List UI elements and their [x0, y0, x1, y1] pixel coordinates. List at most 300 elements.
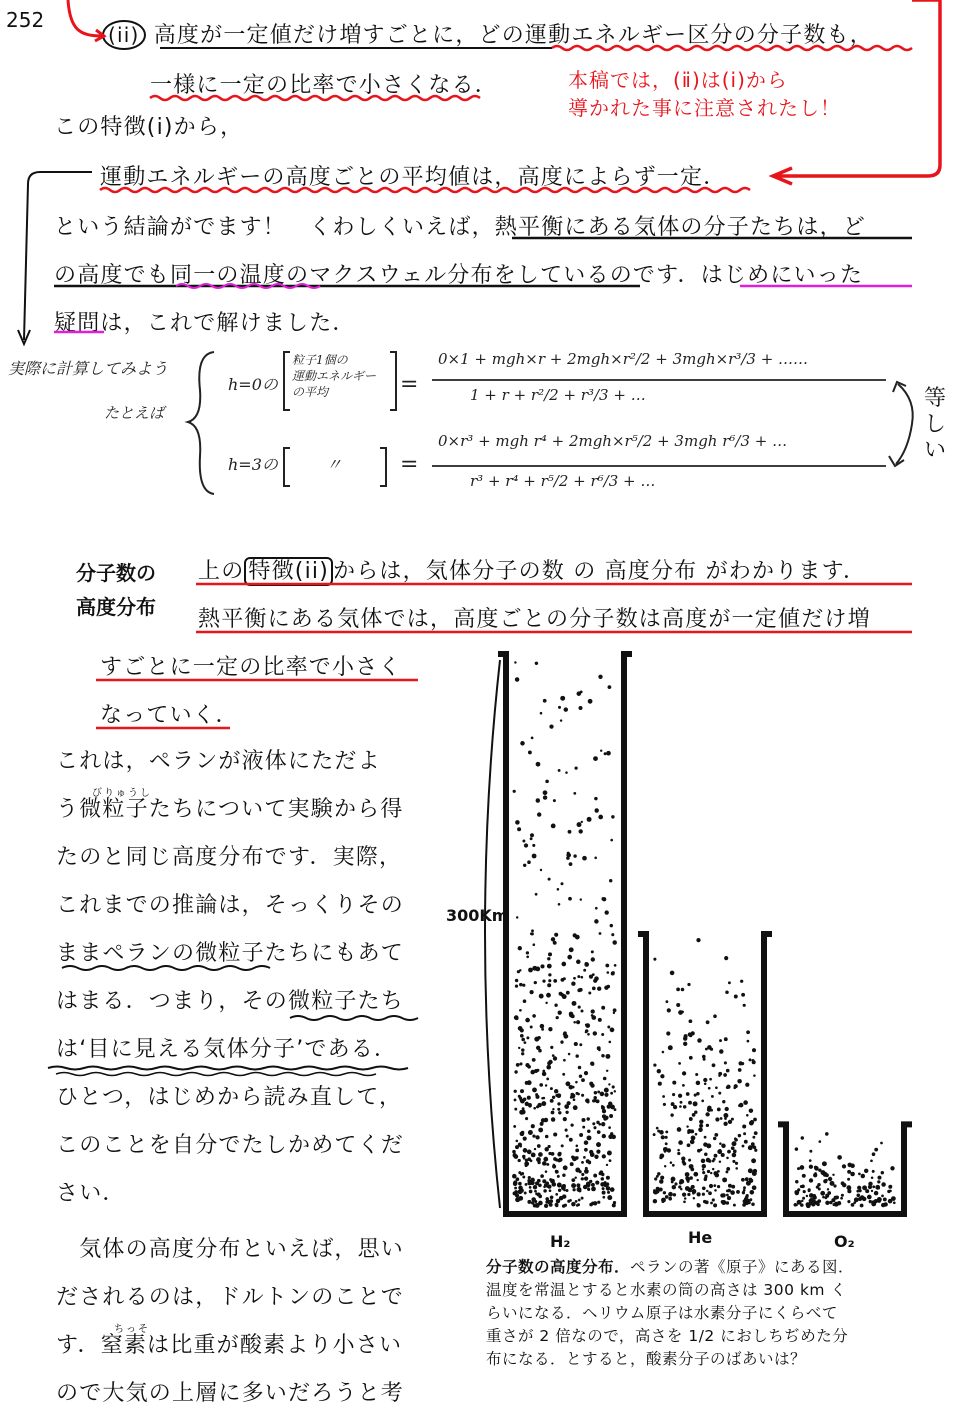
particle-he: [719, 1039, 722, 1042]
particle-he: [745, 1177, 749, 1181]
particle-h2: [532, 1058, 536, 1062]
particle-o2: [847, 1200, 850, 1203]
particle-he: [678, 1062, 681, 1065]
particle-h2: [547, 1184, 551, 1188]
particle-he: [690, 1140, 695, 1145]
particle-he: [724, 956, 728, 960]
particle-h2: [557, 1108, 560, 1111]
particle-he: [706, 1190, 709, 1193]
particle-h2: [530, 1026, 533, 1029]
handwritten-calc-intro: 実際に計算してみよう: [8, 359, 169, 378]
particle-he: [692, 1192, 695, 1195]
particle-h2: [585, 1167, 588, 1170]
particle-he: [733, 1150, 737, 1154]
particle-h2: [570, 1162, 574, 1166]
particle-h2: [548, 973, 551, 976]
particle-o2: [825, 1201, 829, 1205]
particle-he: [683, 1042, 687, 1046]
particle-he: [665, 1136, 668, 1139]
particle-he: [660, 1153, 665, 1158]
particle-he: [656, 1187, 660, 1191]
red-wavy-underline-2: [150, 96, 480, 100]
particle-he: [723, 1113, 728, 1118]
particle-o2: [868, 1183, 871, 1186]
particle-h2: [568, 830, 572, 834]
dalton-body-line-1: 気体の高度分布といえば，思い: [56, 1237, 405, 1262]
particle-o2: [889, 1190, 892, 1193]
particle-he: [726, 1069, 730, 1073]
particle-o2: [881, 1171, 884, 1174]
particle-h2: [521, 1052, 524, 1055]
particle-h2: [584, 1140, 589, 1145]
particle-o2: [867, 1195, 872, 1200]
particle-h2: [592, 1122, 595, 1125]
particle-h2: [563, 1059, 566, 1062]
particle-h2: [522, 984, 525, 987]
particle-o2: [800, 1165, 805, 1170]
particle-he: [668, 1197, 672, 1201]
particle-h2: [535, 1135, 539, 1139]
particle-h2: [565, 1111, 568, 1114]
particle-he: [672, 1093, 675, 1096]
black-arrow-left: [24, 172, 92, 340]
particle-h2: [573, 854, 576, 857]
particle-h2: [593, 1031, 597, 1035]
particle-h2: [531, 737, 534, 740]
particle-he: [678, 1095, 680, 1097]
particle-he: [726, 1194, 729, 1197]
particle-he: [713, 1203, 717, 1207]
particle-h2: [608, 685, 612, 689]
height-label: 300Km: [446, 906, 509, 925]
particle-h2: [555, 1204, 558, 1207]
particle-h2: [579, 706, 583, 710]
particle-he: [714, 1189, 717, 1192]
particle-h2: [598, 1049, 601, 1052]
particle-h2: [580, 1009, 583, 1012]
particle-h2: [515, 984, 518, 987]
particle-h2: [545, 1135, 549, 1139]
feature-ii-line2: 一様に一定の比率で小さくなる．: [150, 73, 499, 98]
caption-text-1: ペランの著《原子》にある図．: [630, 1258, 855, 1276]
particle-h2: [537, 812, 541, 816]
particle-he: [728, 1120, 732, 1124]
section-line2: 熱平衡にある気体では，高度ごとの分子数は高度が一定値だけ増: [198, 607, 871, 632]
particle-he: [707, 1045, 712, 1050]
particle-h2: [527, 1065, 531, 1069]
particle-he: [727, 1189, 731, 1193]
particle-h2: [571, 1183, 576, 1188]
particle-he: [671, 1180, 674, 1183]
particle-h2: [558, 1011, 562, 1015]
particle-h2: [536, 762, 541, 767]
particle-h2: [578, 1189, 581, 1192]
particle-he: [733, 1204, 736, 1207]
particle-h2: [613, 1201, 616, 1204]
particle-he: [741, 1178, 745, 1182]
particle-h2: [516, 1063, 520, 1067]
particle-o2: [872, 1185, 875, 1188]
particle-h2: [594, 1091, 597, 1094]
particle-h2: [594, 1155, 598, 1159]
particle-h2: [587, 817, 592, 822]
particle-o2: [809, 1150, 812, 1153]
particle-h2: [528, 968, 533, 973]
caption-text-5: 布になる．とすると，酸素分子のばあいは？: [486, 1350, 807, 1368]
particle-o2: [893, 1201, 896, 1204]
particle-he: [699, 1120, 703, 1124]
particle-o2: [832, 1174, 834, 1176]
particle-h2: [569, 947, 574, 952]
row2-label: h=3の: [228, 455, 278, 474]
particle-he: [721, 1144, 726, 1149]
particle-o2: [802, 1197, 805, 1200]
particle-he: [699, 1124, 703, 1128]
particle-h2: [524, 1041, 527, 1044]
particle-he: [719, 1160, 721, 1162]
particle-h2: [606, 1182, 610, 1186]
particle-o2: [809, 1165, 813, 1169]
body-line-3: という結論がでます！ くわしくいえば，熱平衡にある気体の分子たちは，ど: [54, 215, 867, 240]
dalton-body-line-4: ので大気の上層に多いだろうと考: [56, 1381, 405, 1406]
particle-o2: [803, 1190, 806, 1193]
particle-he: [662, 1095, 665, 1098]
particle-he: [696, 938, 700, 942]
particle-h2: [528, 1130, 533, 1135]
particle-h2: [545, 1197, 549, 1201]
particle-he: [726, 1157, 729, 1160]
particle-h2: [539, 1083, 543, 1087]
particle-h2: [516, 1140, 519, 1143]
particle-h2: [519, 983, 522, 986]
particle-he: [691, 1136, 696, 1141]
particle-he: [754, 1131, 758, 1135]
particle-h2: [573, 1105, 578, 1110]
dalton-body-line-2: だされるのは，ドルトンのことで: [56, 1285, 405, 1310]
particle-h2: [558, 769, 561, 772]
particle-h2: [519, 1062, 522, 1065]
particle-he: [654, 1177, 657, 1180]
body-line-5: 疑問は，これで解けました．: [54, 311, 356, 336]
particle-he: [713, 1171, 718, 1176]
red-wavy-underline-1: [552, 46, 912, 50]
particle-h2: [518, 946, 522, 950]
particle-he: [734, 1138, 738, 1142]
particle-he: [693, 1101, 698, 1106]
particle-he: [701, 1100, 704, 1103]
particle-h2: [514, 1108, 517, 1111]
height-arc: [485, 660, 500, 1208]
caption-text-2: 温度を常温とすると水素の筒の高さは 300 km く: [486, 1281, 847, 1299]
particle-h2: [563, 1034, 568, 1039]
particle-h2: [518, 1143, 522, 1147]
particle-o2: [814, 1166, 818, 1170]
particle-h2: [570, 1123, 573, 1126]
particle-h2: [521, 1131, 524, 1134]
particle-h2: [540, 964, 544, 968]
particle-he: [713, 1184, 716, 1187]
particle-h2: [605, 964, 609, 968]
particle-h2: [601, 1122, 605, 1126]
particle-he: [664, 1150, 667, 1153]
particle-h2: [594, 797, 597, 800]
tube-label-h2: H₂: [550, 1232, 571, 1251]
particle-h2: [519, 1009, 522, 1012]
black-wavy-underline-visible-molecules: [48, 1067, 408, 1070]
particle-o2: [829, 1201, 832, 1204]
particle-h2: [574, 766, 577, 769]
particle-h2: [598, 675, 602, 679]
particle-he: [673, 1193, 676, 1196]
particle-o2: [871, 1201, 876, 1206]
row1-denominator: 1 + r + r²/2 + r³/3 + …: [470, 386, 646, 404]
particle-o2: [822, 1196, 825, 1199]
particle-h2: [596, 1149, 600, 1153]
particle-h2: [602, 1109, 606, 1113]
particle-o2: [874, 1191, 879, 1196]
particle-he: [687, 983, 690, 986]
particle-h2: [534, 1190, 537, 1193]
particle-h2: [543, 699, 547, 703]
particle-he: [731, 1118, 734, 1121]
particle-h2: [531, 932, 534, 935]
particle-he: [658, 1082, 662, 1086]
particle-h2: [575, 1081, 578, 1084]
particle-h2: [606, 1164, 608, 1166]
particle-he: [653, 958, 656, 961]
particle-he: [746, 1030, 750, 1034]
perrin-body-line-2: う微粒子たちについて実験から得: [56, 797, 404, 822]
particle-h2: [541, 1101, 546, 1106]
particle-h2: [577, 822, 582, 827]
particle-h2: [576, 960, 581, 965]
particle-h2: [597, 1090, 600, 1093]
particle-h2: [582, 1126, 585, 1129]
particle-h2: [545, 1002, 547, 1004]
particle-h2: [538, 1152, 543, 1157]
particle-h2: [564, 1204, 567, 1207]
particle-h2: [602, 1196, 605, 1199]
particle-h2: [563, 1117, 567, 1121]
particle-he: [706, 1158, 710, 1162]
particle-he: [713, 1014, 717, 1018]
particle-h2: [602, 897, 606, 901]
particle-o2: [877, 1176, 881, 1180]
particle-he: [709, 1184, 713, 1188]
particle-h2: [612, 971, 615, 974]
particle-o2: [835, 1196, 839, 1200]
particle-he: [714, 1133, 718, 1137]
particle-he: [683, 1162, 687, 1166]
particle-h2: [513, 1125, 516, 1128]
particle-he: [732, 1141, 737, 1146]
particle-h2: [531, 1124, 535, 1128]
particle-h2: [558, 706, 561, 709]
particle-he: [752, 1185, 757, 1190]
particle-h2: [518, 1171, 521, 1174]
particle-he: [749, 1198, 752, 1201]
particle-h2: [606, 971, 609, 974]
particle-h2: [537, 1144, 541, 1148]
particle-h2: [604, 1088, 609, 1093]
particle-h2: [567, 1101, 571, 1105]
perrin-body-line-7: は‘目に見える気体分子’である．: [56, 1037, 398, 1062]
particle-h2: [527, 1096, 531, 1100]
particle-h2: [532, 1014, 536, 1018]
particle-o2: [883, 1197, 887, 1201]
particle-o2: [856, 1193, 860, 1197]
particle-h2: [575, 1054, 578, 1057]
particle-he: [679, 1181, 682, 1184]
particle-h2: [533, 1107, 536, 1110]
particle-he: [713, 1137, 716, 1140]
particle-h2: [594, 919, 598, 923]
particle-h2: [558, 1189, 561, 1192]
particle-h2: [594, 857, 597, 860]
particle-h2: [532, 1087, 537, 1092]
bracket-text-1: 粒子1個の: [292, 353, 348, 367]
particle-h2: [558, 1111, 561, 1114]
particle-h2: [614, 1090, 616, 1092]
perrin-body-line-4: これまでの推論は，そっくりその: [56, 893, 405, 918]
particle-h2: [591, 1009, 595, 1013]
caption-text-3: らいになる．ヘリウム原子は水素分子にくらべて: [486, 1304, 838, 1322]
row1-numerator: 0×1 + mgh×r + 2mgh×r²/2 + 3mgh×r³/3 + ……: [438, 350, 809, 368]
feature-ii-boxed: 特徴(ii): [244, 557, 333, 586]
page-number: 252: [6, 8, 45, 32]
tubes-figure: [498, 654, 912, 1214]
particle-he: [681, 1011, 684, 1014]
particle-he: [712, 1168, 714, 1170]
particle-h2: [592, 973, 595, 976]
particle-he: [657, 1069, 661, 1073]
particle-he: [660, 1176, 664, 1180]
particle-he: [705, 1112, 709, 1116]
particle-h2: [518, 1047, 520, 1049]
ruby-chisso: ちっそ: [114, 1324, 150, 1335]
particle-h2: [603, 1077, 607, 1081]
particle-h2: [518, 1182, 522, 1186]
body-line-feature-i: この特徴(i)から，: [54, 115, 244, 140]
particle-he: [743, 1132, 746, 1135]
particle-h2: [561, 962, 566, 967]
particle-he: [668, 1045, 673, 1050]
particle-h2: [540, 1174, 544, 1178]
particle-he: [715, 1117, 719, 1121]
particle-h2: [530, 837, 533, 840]
particle-h2: [546, 1078, 549, 1081]
particle-h2: [548, 952, 552, 956]
particle-o2: [818, 1140, 821, 1143]
particle-h2: [552, 1108, 554, 1110]
particle-h2: [558, 903, 561, 906]
equal-label: 等しい: [924, 386, 947, 463]
particle-he: [742, 1145, 745, 1148]
particle-he: [661, 1135, 665, 1139]
particle-he: [677, 1127, 682, 1132]
particle-o2: [877, 1186, 880, 1189]
particle-he: [745, 1083, 749, 1087]
particle-o2: [860, 1204, 864, 1208]
particle-he: [670, 1161, 673, 1164]
particle-h2: [554, 1004, 557, 1007]
particle-h2: [526, 951, 529, 954]
particle-h2: [581, 1094, 584, 1097]
bracket-text-2: 運動エネルギー: [292, 369, 377, 383]
particle-h2: [591, 957, 595, 961]
particle-o2: [820, 1191, 825, 1196]
particle-o2: [809, 1178, 813, 1182]
particle-h2: [524, 843, 528, 847]
particle-h2: [564, 707, 568, 711]
particle-he: [693, 1197, 695, 1199]
particle-he: [753, 1074, 756, 1077]
red-wavy-underline-conclusion: [100, 188, 750, 192]
particle-he: [665, 1142, 668, 1145]
particle-o2: [808, 1188, 811, 1191]
particle-he: [687, 1131, 690, 1134]
particle-h2: [512, 1150, 516, 1154]
particle-h2: [522, 1155, 525, 1158]
black-wavy-underline-particles: [290, 1016, 418, 1020]
particle-h2: [580, 691, 583, 694]
particle-o2: [836, 1202, 839, 1205]
particle-he: [728, 1184, 732, 1188]
particle-he: [702, 1193, 705, 1196]
particle-h2: [610, 839, 613, 842]
particle-h2: [581, 1173, 584, 1176]
particle-he: [702, 1055, 706, 1059]
particle-h2: [519, 1110, 524, 1115]
particle-he: [722, 1193, 726, 1197]
section-line1-a: 上の: [198, 559, 245, 584]
particle-h2: [565, 1189, 568, 1192]
particle-h2: [536, 798, 540, 802]
particle-he: [662, 1200, 665, 1203]
particle-h2: [545, 1170, 548, 1173]
bracket-left-2: [284, 448, 290, 486]
particle-h2: [521, 1038, 525, 1042]
particle-he: [727, 1150, 731, 1154]
particle-he: [680, 1101, 683, 1104]
particle-he: [748, 1145, 753, 1150]
particle-he: [705, 1200, 709, 1204]
particle-h2: [587, 1135, 592, 1140]
particle-he: [750, 1190, 755, 1195]
particle-h2: [581, 1161, 584, 1164]
particle-h2: [548, 979, 551, 982]
particle-he: [723, 1122, 727, 1126]
particle-h2: [573, 1098, 576, 1101]
particle-h2: [601, 1054, 605, 1058]
particle-h2: [604, 752, 607, 755]
particle-o2: [854, 1197, 859, 1202]
particle-h2: [546, 993, 551, 998]
particle-h2: [535, 893, 538, 896]
particle-he: [683, 1200, 686, 1203]
particle-h2: [601, 1105, 604, 1108]
particle-he: [726, 1167, 730, 1171]
particle-h2: [527, 1181, 531, 1185]
particle-h2: [536, 1105, 539, 1108]
particle-h2: [585, 1098, 589, 1102]
particle-o2: [795, 1204, 797, 1206]
particle-h2: [571, 1178, 575, 1182]
particle-h2: [513, 790, 516, 793]
particle-h2: [574, 1042, 578, 1046]
particle-h2: [534, 1148, 536, 1150]
particle-he: [659, 1130, 664, 1135]
